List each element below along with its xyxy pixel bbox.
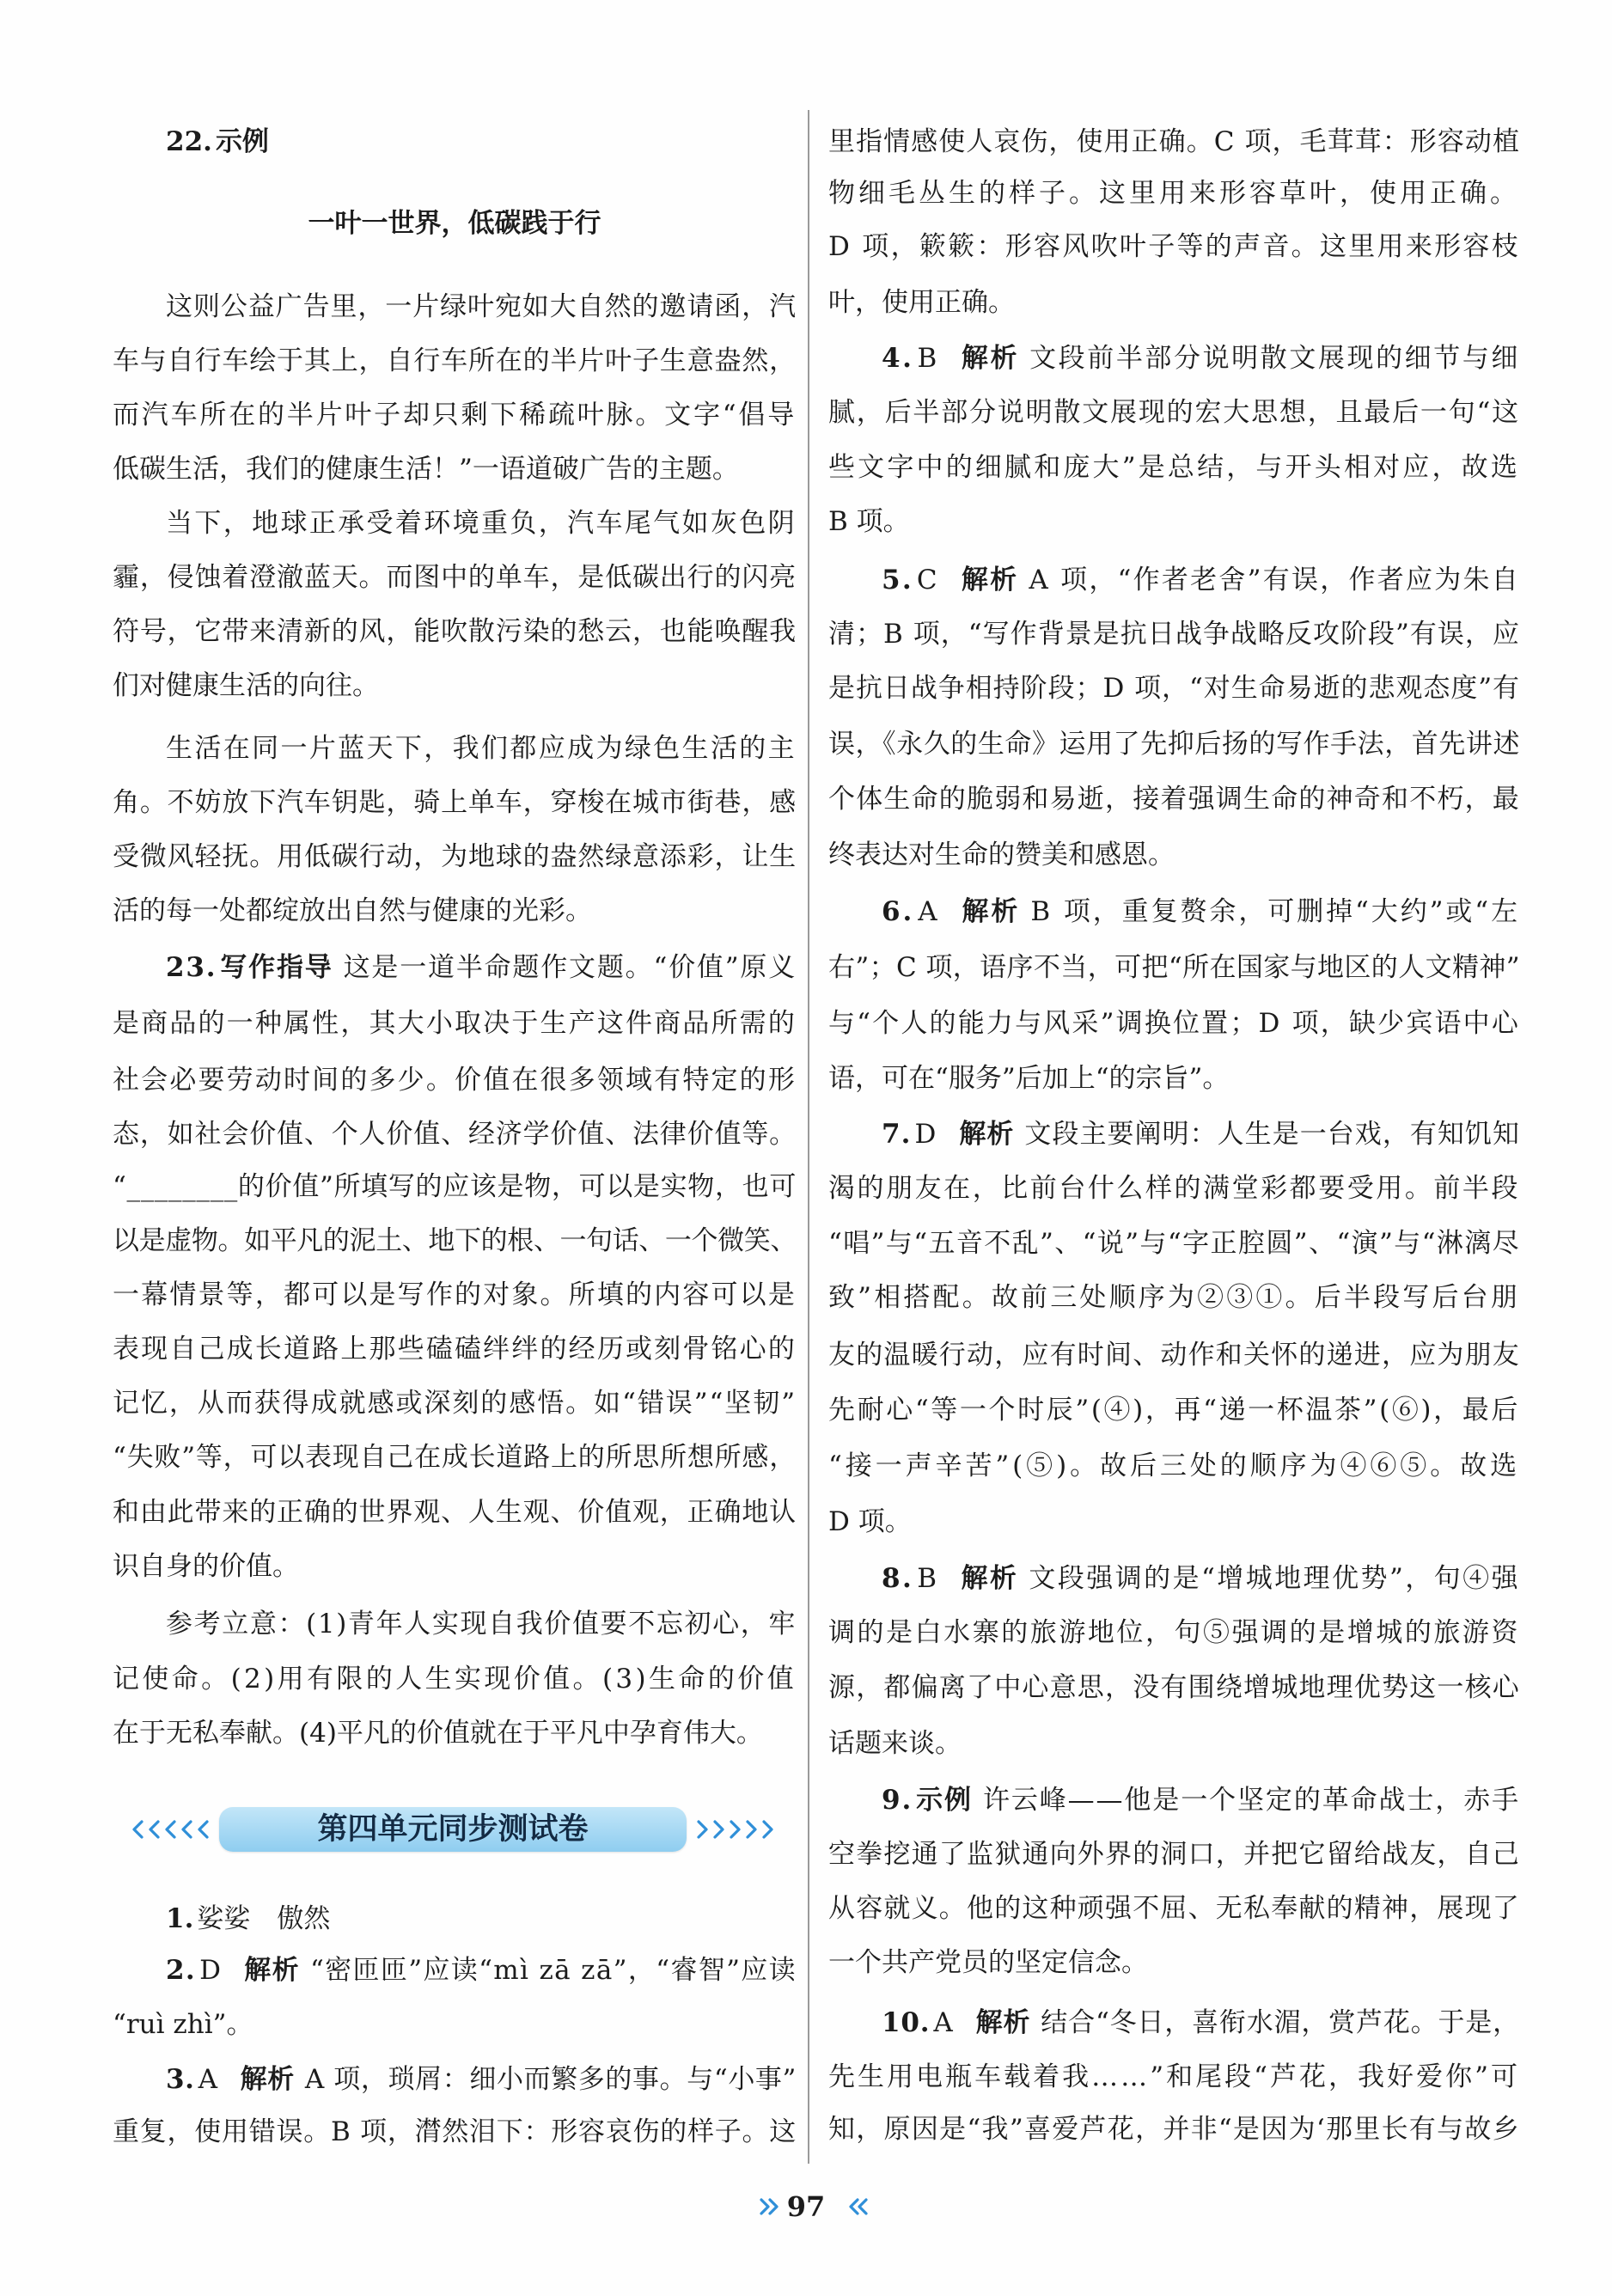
text-line (828, 942, 1520, 993)
double-chevron-left-icon (846, 2197, 869, 2216)
line-text: 重复，使用错误。B 项，潸然泪下：形容哀伤的样子。这 (113, 2116, 797, 2147)
line-text: 叶，使用正确。 (828, 287, 1015, 318)
answer-letter: D (199, 1955, 223, 1986)
text-line (113, 1487, 797, 1538)
line-text: 腻，后半部分说明散文展现的宏大思想，且最后一句“这 (828, 397, 1520, 428)
line-text: “密匝匝”应读“mì zā zā”，“睿智”应读 (309, 1955, 797, 1986)
text-line (828, 116, 1520, 168)
text-line (113, 552, 797, 603)
line-text: 些文字中的细腻和庞大”是总结，与开头相对应，故选 (828, 452, 1520, 483)
line-text: 活的每一处都绽放出自然与健康的光彩。 (113, 895, 592, 926)
text-line (828, 277, 1520, 328)
line-text: B 项，重复赘余，可删掉“大约”或“左 (1030, 896, 1520, 927)
answer-tag: 解析 (975, 2007, 1031, 2038)
text-line (828, 998, 1520, 1049)
text-line (113, 1054, 797, 1106)
answer-tag: 解析 (959, 1119, 1015, 1150)
text-line (113, 1323, 797, 1375)
line-text: “________的价值”所填写的应该是物，可以是实物，也可 (113, 1171, 797, 1202)
answer-letter: C (916, 565, 939, 595)
line-text: 误，《永久的生命》运用了先抑后扬的写作手法，首先讲述 (828, 729, 1520, 760)
item-number: 5. (882, 565, 913, 595)
answer-letter: A (918, 896, 940, 927)
text-line (828, 496, 1520, 547)
line-text: 霾，侵蚀着澄澈蓝天。而图中的单车，是低碳出行的闪亮 (113, 562, 797, 593)
text-line (882, 1997, 1520, 2049)
line-text: 与“个人的能力与风采”调换位置；D 项，缺少宾语中心 (828, 1008, 1520, 1039)
answer-tag: 解析 (961, 1563, 1019, 1594)
text-line (166, 2054, 797, 2105)
item-number: 4. (882, 343, 914, 374)
text-line (828, 608, 1520, 660)
line-text: 和由此带来的正确的世界观、人生观、价值观，正确地认 (113, 1497, 797, 1528)
text-line (828, 1829, 1520, 1880)
text-line (828, 1607, 1520, 1658)
line-text: 渴的朋友在，比前台什么样的满堂彩都要受用。前半段 (828, 1173, 1520, 1204)
item-number: 1. (166, 1903, 194, 1934)
text-line (828, 1496, 1520, 1548)
text-line (113, 998, 797, 1049)
answer-tag: 示例 (916, 1785, 973, 1816)
line-text: 受微风轻抚。用低碳行动，为地球的盎然绿意添彩，让生 (113, 841, 797, 872)
line-text: 先生用电瓶车载着我……”和尾段“芦花，我好爱你”可 (828, 2061, 1520, 2092)
answer-tag: 示例 (215, 126, 269, 157)
line-text: “失败”等，可以表现自己在成长道路上的所思所想所感， (113, 1442, 797, 1473)
text-line (113, 1999, 797, 2050)
text-line (882, 886, 1520, 937)
item-number: 2. (166, 1955, 197, 1986)
line-text: 调的是白水寨的旅游地位，句⑤强调的是增城的旅游资 (828, 1617, 1520, 1648)
text-line (113, 1269, 797, 1321)
line-text: D 项，簌簌：形容风吹叶子等的声音。这里用来形容枝 (828, 231, 1520, 262)
line-text: 以是虚物。如平凡的泥土、地下的根、一句话、一个微笑、 (113, 1225, 797, 1256)
item-number: 22. (166, 126, 212, 157)
text-line (828, 1440, 1520, 1492)
line-text: A 项，琐屑：细小而繁多的事。与“小事” (304, 2064, 797, 2095)
text-line (828, 1384, 1520, 1436)
line-text: 记使命。(2)用有限的人生实现价值。(3)生命的价值 (113, 1664, 797, 1695)
text-line (882, 1553, 1520, 1604)
page-number: 97 (786, 2190, 826, 2223)
line-text: 从容就义。他的这种顽强不屈、无私奉献的精神，展现了 (828, 1893, 1520, 1924)
line-text: 话题来谈。 (828, 1728, 962, 1759)
line-text: 角。不妨放下汽车钥匙，骑上单车，穿梭在城市街巷，感 (113, 787, 797, 818)
answer-letter: D (914, 1119, 937, 1150)
answer-tag: 解析 (240, 2064, 295, 2095)
line-text: “ruì zhì”。 (113, 2009, 253, 2040)
chevrons-left-icon (131, 1818, 212, 1841)
text-line (113, 660, 797, 711)
line-text: 右”；C 项，语序不当，可把“所在国家与地区的人文精神” (828, 952, 1520, 983)
text-line (828, 1272, 1520, 1323)
text-line (113, 1707, 797, 1759)
text-line (166, 498, 797, 549)
banner-title: 第四单元同步测试卷 (317, 1812, 589, 1847)
line-text: 们对健康生活的向往。 (113, 670, 379, 701)
answer-letter: A (933, 2007, 954, 2038)
line-text: “接一声辛苦”(⑤)。故后三处的顺序为④⑥⑤。故选 (828, 1450, 1520, 1481)
text-line (828, 663, 1520, 714)
text-line (113, 443, 797, 495)
text-line (113, 335, 797, 387)
line-text: 识自身的价值。 (113, 1551, 299, 1582)
text-line (828, 1329, 1520, 1381)
line-text: 语，可在“服务”后加上“的宗旨”。 (828, 1063, 1230, 1094)
line-text: 一幕情景等，都可以是写作的对象。所填的内容可以是 (113, 1279, 797, 1310)
line-text: 里指情感使人哀伤，使用正确。C 项，毛茸茸：形容动植 (828, 126, 1520, 157)
text-line (828, 1218, 1520, 1269)
text-line (113, 1215, 797, 1267)
text-line (882, 1774, 1520, 1826)
line-text: 友的温暖行动，应有时间、动作和关怀的递进，应为朋友 (828, 1340, 1520, 1371)
text-line (828, 221, 1520, 272)
text-line (113, 831, 797, 882)
text-line (113, 1541, 797, 1592)
text-line (113, 606, 797, 657)
line-text: B 项。 (828, 506, 910, 537)
line-text: 记忆，从而获得成就感或深刻的感悟。如“错误”“坚韧” (113, 1388, 797, 1419)
line-text: 这是一道半命题作文题。“价值”原义 (343, 952, 797, 983)
text-line (166, 1598, 797, 1650)
line-text: 文段前半部分说明散文展现的细节与细 (1029, 343, 1521, 374)
line-text: 先耐心“等一个时辰”(④)，再“递一杯温茶”(⑥)，最后 (828, 1395, 1520, 1426)
line-text: 当下，地球正承受着环境重负，汽车尾气如灰色阴 (166, 508, 797, 539)
line-text: 源，都偏离了中心意思，没有围绕增城地理优势这一核心 (828, 1672, 1520, 1703)
text-line (113, 389, 797, 441)
answer-tag: 写作指导 (220, 952, 333, 983)
line-text: 这则公益广告里，一片绿叶宛如大自然的邀请函，汽 (166, 291, 797, 322)
line-text: 终表达对生命的赞美和感恩。 (828, 840, 1175, 870)
line-text: 知，原因是“我”喜爱芦花，并非“是因为‘那里长有与故乡 (828, 2114, 1520, 2145)
answer-tag: 解析 (961, 343, 1020, 374)
text-line (166, 942, 797, 993)
text-line (828, 1937, 1520, 1988)
line-text: 社会必要劳动时间的多少。价值在很多领域有特定的形 (113, 1065, 797, 1096)
text-line (166, 1945, 797, 1996)
line-text: 低碳生活，我们的健康生活！”一语道破广告的主题。 (113, 454, 739, 485)
text-line (828, 1662, 1520, 1713)
answer-letter: B (917, 1563, 939, 1594)
text-line (882, 1108, 1520, 1160)
banner-pill (219, 1807, 687, 1852)
text-line (166, 1893, 797, 1945)
text-line (828, 168, 1520, 219)
item-number: 8. (882, 1563, 914, 1594)
answer-tag: 解析 (961, 565, 1019, 595)
item-number: 6. (882, 896, 915, 927)
text-line (828, 829, 1520, 881)
text-line (828, 1718, 1520, 1769)
text-line (828, 773, 1520, 825)
line-text: 一个共产党员的坚定信念。 (828, 1947, 1148, 1978)
answer-letter: B (917, 343, 939, 374)
line-text: 文段主要阐明：人生是一台戏，有知饥知 (1024, 1119, 1521, 1150)
text-line (113, 1377, 797, 1429)
column-divider (808, 110, 809, 2164)
text-line (882, 554, 1520, 606)
line-text: 参考立意：(1)青年人实现自我价值要不忘初心，牢 (166, 1609, 797, 1640)
text-line (828, 1053, 1520, 1104)
text-line (166, 723, 797, 774)
essay-title: 一叶一世界，低碳践于行 (308, 208, 601, 239)
line-text: 文段强调的是“增城地理优势”，句④强 (1029, 1563, 1521, 1594)
text-line (828, 2104, 1520, 2155)
item-number: 9. (882, 1785, 913, 1816)
line-text: 致”相搭配。故前三处顺序为②③①。后半段写后台朋 (828, 1282, 1520, 1313)
answer-letter: A (198, 2064, 218, 2095)
line-text: “唱”与“五音不乱”、“说”与“字正腔圆”、“演”与“淋漓尽 (828, 1228, 1520, 1259)
line-text: 个体生命的脆弱和易逝，接着强调生命的神奇和不朽，最 (828, 784, 1520, 815)
line-text: A 项，“作者老舍”有误，作者应为朱自 (1029, 565, 1520, 595)
text-line (882, 333, 1520, 384)
text-line (113, 1108, 797, 1160)
line-text: 结合“冬日，喜衔水湄，赏芦花。于是， (1041, 2007, 1521, 2038)
line-text: 态，如社会价值、个人价值、经济学价值、法律价值等。 (113, 1119, 797, 1150)
line-text: 符号，它带来清新的风，能吹散污染的愁云，也能唤醒我 (113, 616, 797, 647)
line-text: 空拳挖通了监狱通向外界的洞口，并把它留给战友，自己 (828, 1839, 1520, 1870)
text-line (828, 718, 1520, 770)
line-text: 在于无私奉献。(4)平凡的价值就在于平凡中孕育伟大。 (113, 1718, 763, 1749)
answer-tag: 解析 (962, 896, 1021, 927)
line-text: 生活在同一片蓝天下，我们都应成为绿色生活的主 (166, 733, 797, 764)
text-line (828, 1883, 1520, 1934)
line-text: 是商品的一种属性，其大小取决于生产这件商品所需的 (113, 1008, 797, 1039)
text-line (113, 1161, 797, 1212)
line-text: 许云峰——他是一个坚定的革命战士，赤手 (982, 1785, 1520, 1816)
line-text: 物细毛丛生的样子。这里用来形容草叶，使用正确。 (828, 178, 1520, 209)
item-number: 23. (166, 952, 217, 983)
text-line (113, 1432, 797, 1483)
line-text: 清；B 项，“写作背景是抗日战争战略反攻阶段”有误，应 (828, 619, 1520, 650)
text-line (828, 387, 1520, 438)
item-number: 10. (882, 2007, 931, 2038)
text-line (828, 442, 1520, 493)
item-number: 7. (882, 1119, 912, 1150)
item-number: 3. (166, 2064, 195, 2095)
line-text: 而汽车所在的半片叶子却只剩下稀疏叶脉。文字“倡导 (113, 400, 797, 430)
text-line (113, 885, 797, 937)
text-line (828, 2051, 1520, 2103)
answer-tag: 解析 (244, 1955, 300, 1986)
text-line (166, 281, 797, 333)
chevrons-right-icon (693, 1818, 774, 1841)
line-text: 表现自己成长道路上那些磕磕绊绊的经历或刻骨铭心的 (113, 1334, 797, 1365)
line-text: 车与自行车绘于其上，自行车所在的半片叶子生意盎然， (113, 345, 797, 376)
line-text: D 项。 (828, 1506, 912, 1537)
text-line (113, 777, 797, 828)
text-line (166, 116, 797, 168)
text-line (828, 1163, 1520, 1214)
text-line (113, 1653, 797, 1705)
line-text: 是抗日战争相持阶段；D 项，“对生命易逝的悲观态度”有 (828, 673, 1520, 704)
text-line (113, 2106, 797, 2158)
line-text: 娑娑 傲然 (197, 1903, 331, 1934)
